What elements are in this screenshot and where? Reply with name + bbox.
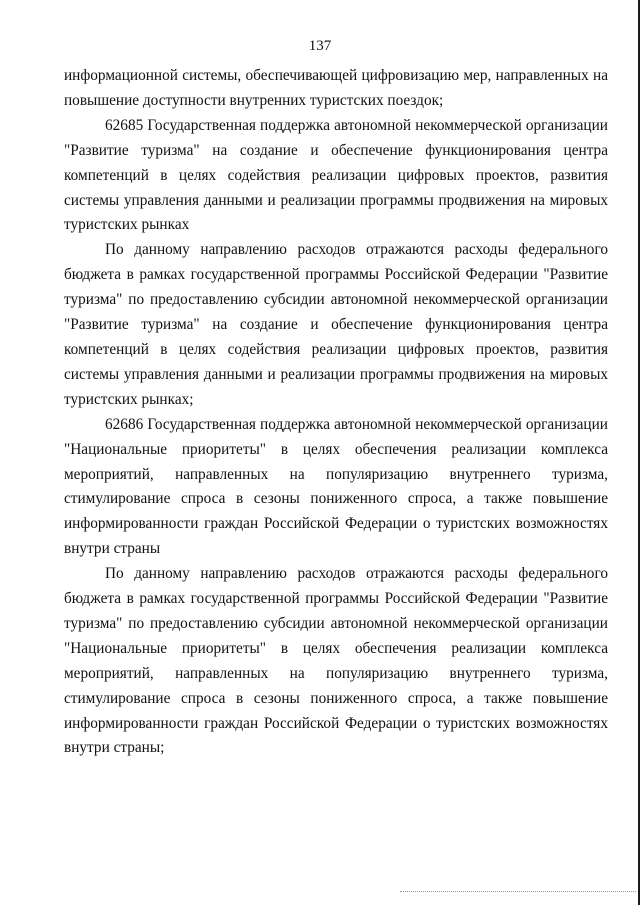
paragraph-continuation: информационной системы, обеспечивающей цифровизацию мер, направленных на повышение доступности внутренних туристских поездок;: [64, 67, 608, 109]
scan-edge-artifact: [400, 888, 636, 892]
paragraph-62686-description: По данному направлению расходов отражаются расходы федерального бюджета в рамках государственной программы Российской Федерации "Развитие туризма" по предоставлению субсидии автономной некоммерческой организации "Национальные приоритеты" в целях обеспечения реализации комплекса мероприятий, направленных на популяризацию внутреннего туризма, стимулирование спроса в сезоны пониженного спроса, а также повышение информированности граждан Российской Федерации о туристских возможностях внутри страны;: [64, 565, 608, 757]
document-body: [64, 64, 608, 761]
paragraph-62685-heading: 62685 Государственная поддержка автономной некоммерческой организации "Развитие туризма" на создание и обеспечение функционирования центра компетенций в целях содействия реализации цифровых проектов, развития системы управления данными и реализации программы продвижения на мировых туристских рынках: [64, 116, 608, 234]
paragraph-62686-heading: 62686 Государственная поддержка автономной некоммерческой организации "Национальные приоритеты" в целях обеспечения реализации комплекса мероприятий, направленных на популяризацию внутреннего туризма, стимулирование спроса в сезоны пониженного спроса, а также повышение информированности граждан Российской Федерации о туристских возможностях внутри страны: [64, 415, 608, 558]
page-number: 137: [308, 38, 332, 54]
paragraph-62685-description: По данному направлению расходов отражаются расходы федерального бюджета в рамках государственной программы Российской Федерации "Развитие туризма" по предоставлению субсидии автономной некоммерческой организации "Развитие туризма" на создание и обеспечение функционирования центра компетенций в целях содействия реализации цифровых проектов, развития системы управления данными и реализации программы продвижения на мировых туристских рынках;: [64, 241, 608, 408]
